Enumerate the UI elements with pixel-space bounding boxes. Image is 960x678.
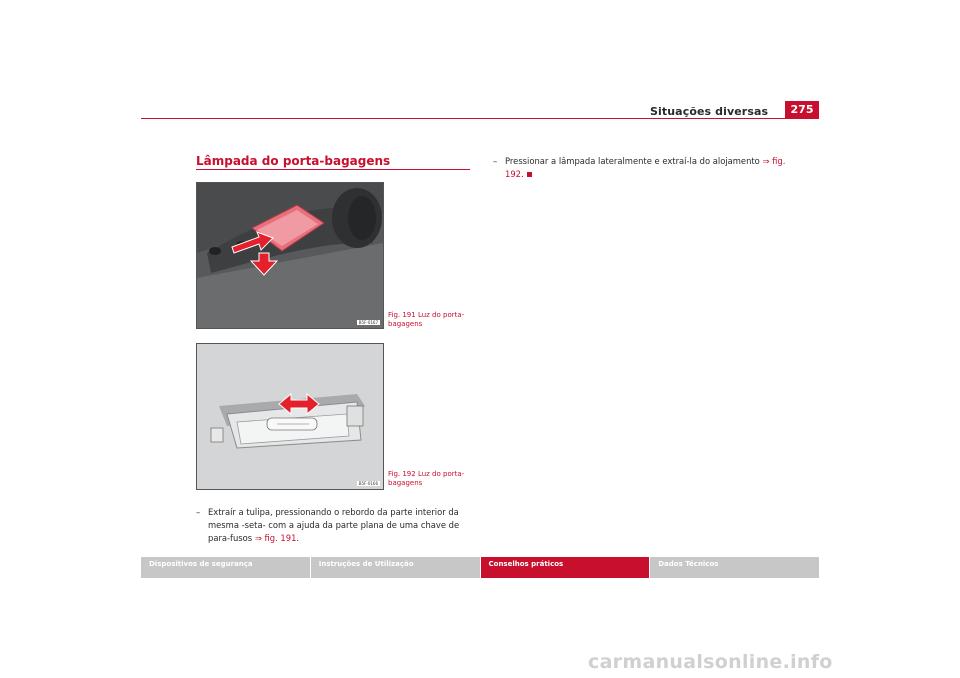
header-divider xyxy=(141,118,819,119)
figure-192-caption: Fig. 192 Luz do porta-bagagens xyxy=(388,470,465,487)
tab-operating-instructions[interactable]: Instruções de Utilização xyxy=(311,557,481,578)
section-divider xyxy=(196,169,470,170)
page-number-badge: 275 xyxy=(785,101,819,119)
step-tail: . xyxy=(521,169,524,179)
site-watermark: carmanualsonline.info xyxy=(588,651,833,673)
lamp-housing-illustration xyxy=(197,344,383,489)
step-tail: . xyxy=(296,533,300,543)
running-header-title: Situações diversas xyxy=(650,105,769,118)
luggage-compartment-illustration xyxy=(197,183,383,328)
instruction-step xyxy=(196,506,472,545)
figure-code: B5F-0167 xyxy=(358,320,378,325)
step-body: Pressionar a lâmpada lateralmente e extraí-la do alojamento xyxy=(505,156,763,166)
step-text xyxy=(493,155,793,181)
figure-191-caption: Fig. 191 Luz do porta-bagagens xyxy=(388,311,465,328)
step-dash: – xyxy=(493,156,498,166)
footer-navigation xyxy=(141,557,819,578)
figure-reference-link[interactable]: ⇒ fig. 191 xyxy=(254,533,297,543)
figure-code: B5F-0166 xyxy=(358,481,378,486)
section-end-marker-icon xyxy=(527,172,532,177)
step-body: Extraír a tulipa, pressionando o rebordo da parte interior da mesma -seta- com a ajuda da parte plana de uma chave de para-fusos xyxy=(208,507,460,543)
figure-192-luggage-light xyxy=(196,343,384,490)
figure-reference-link[interactable]: ⇒ fig. 192 xyxy=(505,156,786,179)
figure-191-luggage-light xyxy=(196,182,384,329)
instruction-step xyxy=(493,155,793,181)
step-dash: – xyxy=(196,507,201,517)
step-text xyxy=(196,506,472,545)
section-title: Lâmpada do porta-bagagens xyxy=(196,154,391,168)
tab-practical-advice[interactable]: Conselhos práticos xyxy=(481,557,651,578)
tab-safety-devices[interactable]: Dispositivos de segurança xyxy=(141,557,311,578)
tab-technical-data[interactable]: Dados Técnicos xyxy=(658,560,719,568)
